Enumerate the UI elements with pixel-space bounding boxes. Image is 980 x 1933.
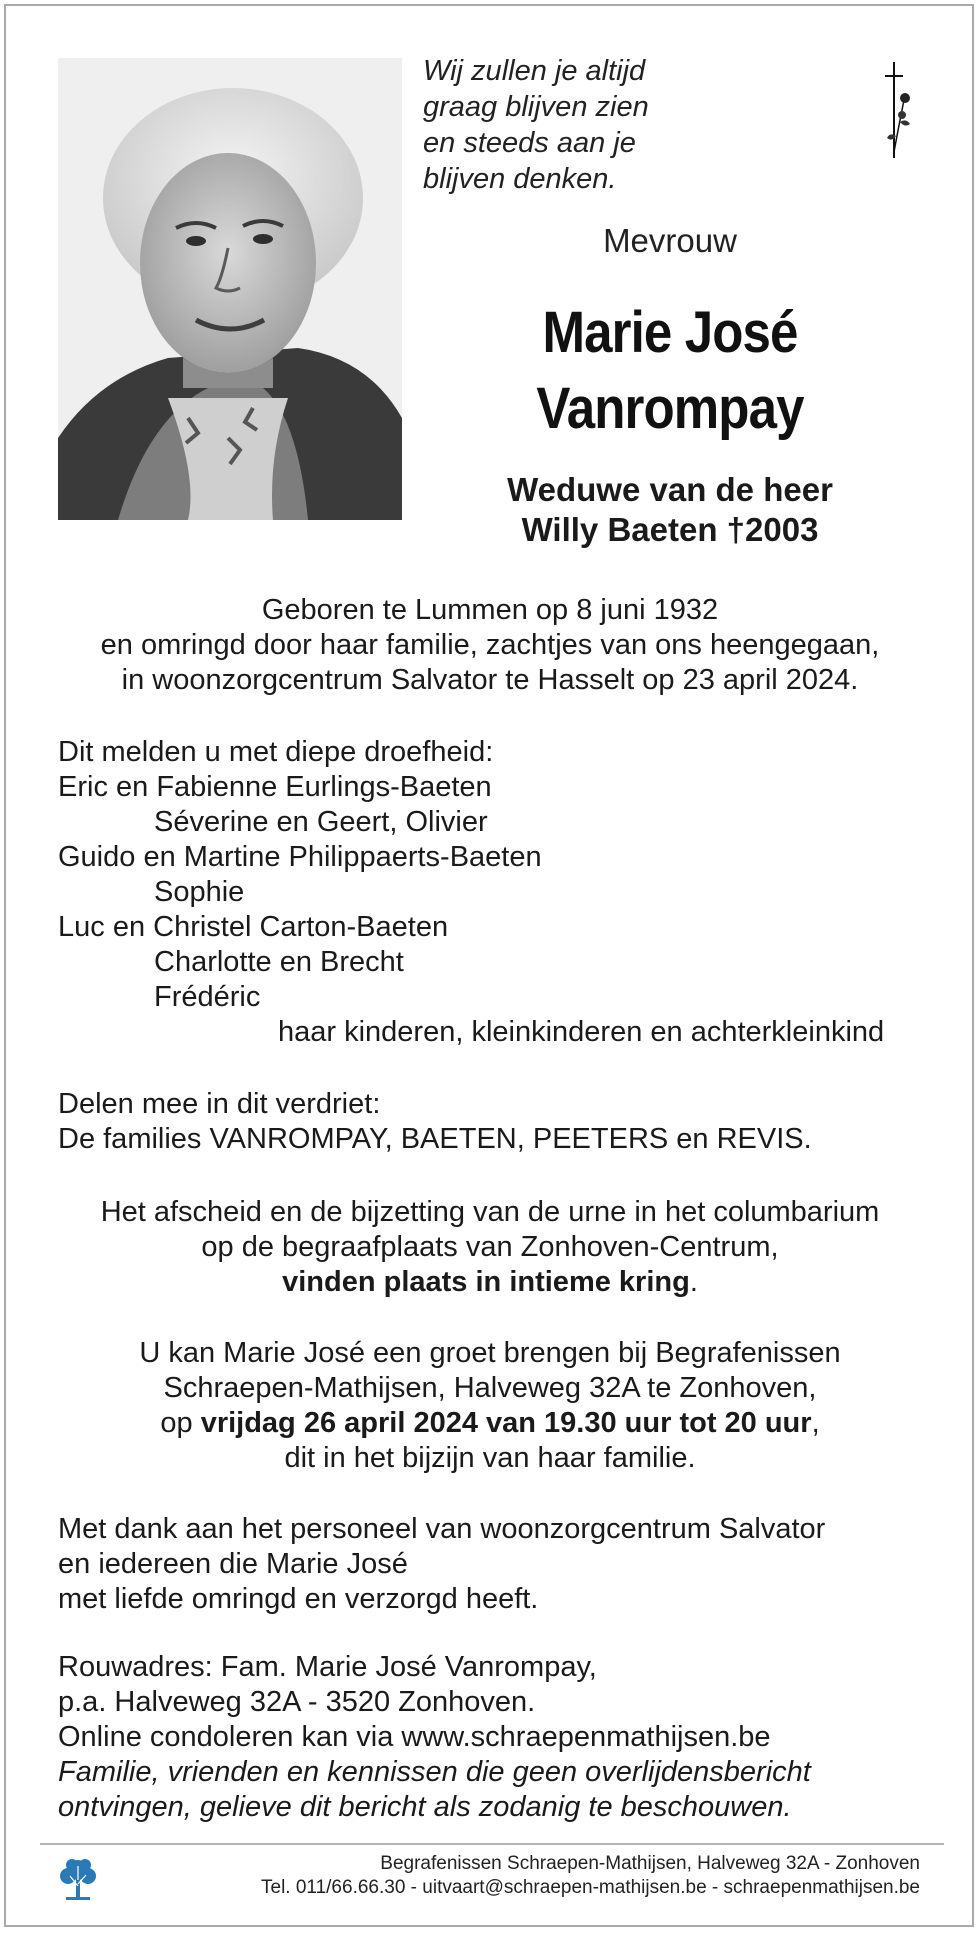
funeral-home-footer: [100, 1852, 920, 1900]
visit-block: [0, 1336, 980, 1476]
relatives-families: De families VANROMPAY, BAETEN, PEETERS en REVIS.: [58, 1123, 812, 1155]
family-line: Guido en Martine Philippaerts-Baeten: [58, 841, 542, 873]
family-intro: Dit melden u met diepe droefheid:: [58, 736, 494, 768]
address-line: p.a. Halveweg 32A - 3520 Zonhoven.: [58, 1686, 536, 1718]
widow-of: [420, 470, 920, 550]
visit-line: U kan Marie José een groet brengen bij Begrafenissen: [139, 1337, 841, 1369]
family-line: Charlotte en Brecht: [154, 946, 404, 978]
poem-line: en steeds aan je: [423, 127, 636, 159]
poem-line: Wij zullen je altijd: [423, 55, 646, 87]
family-line: Frédéric: [154, 981, 261, 1013]
family-summary: haar kinderen, kleinkinderen en achterkleinkind: [278, 1016, 885, 1048]
poem-line: graag blijven zien: [423, 91, 649, 123]
thanks-block: [58, 1512, 825, 1617]
family-line: Séverine en Geert, Olivier: [154, 806, 488, 838]
ceremony-line: op de begraafplaats van Zonhoven-Centrum,: [201, 1231, 779, 1263]
relatives-block: [58, 1087, 812, 1157]
visit-line: [0, 1406, 980, 1441]
punctuation: .: [689, 1266, 698, 1298]
last-name: Vanrompay: [536, 376, 804, 441]
ceremony-block: [0, 1195, 980, 1300]
address-line: Rouwadres: Fam. Marie José Vanrompay,: [58, 1651, 597, 1683]
tree-logo-icon: [58, 1856, 98, 1902]
family-line: Eric en Fabienne Eurlings-Baeten: [58, 771, 492, 803]
footer-line: Begrafenissen Schraepen-Mathijsen, Halveweg 32A - Zonhoven: [380, 1853, 920, 1874]
condolence-link[interactable]: Online condoleren kan via www.schraepenmathijsen.be: [58, 1721, 771, 1753]
visit-line: dit in het bijzijn van haar familie.: [284, 1442, 696, 1474]
birth-line: Geboren te Lummen op 8 juni 1932: [261, 594, 719, 626]
footer-contact[interactable]: Tel. 011/66.66.30 - uitvaart@schraepen-mathijsen.be - schraepenmathijsen.be: [261, 1877, 920, 1898]
footer-divider: [40, 1843, 944, 1845]
visit-prefix: op: [160, 1407, 201, 1439]
first-name: Marie José: [542, 300, 798, 365]
poem: [423, 53, 649, 197]
widow-line: Willy Baeten †2003: [521, 511, 819, 548]
cross-with-rose-icon: [876, 60, 916, 160]
deceased-name: [450, 295, 890, 447]
ceremony-line: Het afscheid en de bijzetting van de urne in het columbarium: [100, 1196, 880, 1228]
visit-line: Schraepen-Mathijsen, Halveweg 32A te Zonhoven,: [163, 1372, 817, 1404]
family-line: Luc en Christel Carton-Baeten: [58, 911, 449, 943]
salutation: Mevrouw: [603, 222, 737, 259]
closing-note: ontvingen, gelieve dit bericht als zodanig te beschouwen.: [58, 1791, 792, 1823]
punctuation: ,: [811, 1407, 820, 1439]
thanks-line: Met dank aan het personeel van woonzorgcentrum Salvator: [58, 1513, 826, 1545]
family-line: Sophie: [154, 876, 245, 908]
visit-datetime: vrijdag 26 april 2024 van 19.30 uur tot 20 uur: [200, 1407, 812, 1439]
family-block: [58, 735, 884, 1050]
poem-line: blijven denken.: [423, 163, 617, 195]
thanks-line: en iedereen die Marie José: [58, 1548, 408, 1580]
place-line: in woonzorgcentrum Salvator te Hasselt op 23 april 2024.: [121, 664, 859, 696]
ceremony-emphasis: vinden plaats in intieme kring: [282, 1266, 690, 1298]
closing-note: Familie, vrienden en kennissen die geen overlijdensbericht: [58, 1756, 811, 1788]
thanks-line: met liefde omringd en verzorgd heeft.: [58, 1583, 539, 1615]
relatives-intro: Delen mee in dit verdriet:: [58, 1088, 381, 1120]
address-block: [58, 1650, 811, 1825]
portrait-photo: [58, 58, 402, 520]
widow-line: Weduwe van de heer: [507, 471, 833, 508]
ceremony-line: [0, 1265, 980, 1300]
birth-death-block: [0, 593, 980, 698]
passing-line: en omringd door haar familie, zachtjes van ons heengegaan,: [100, 629, 880, 661]
